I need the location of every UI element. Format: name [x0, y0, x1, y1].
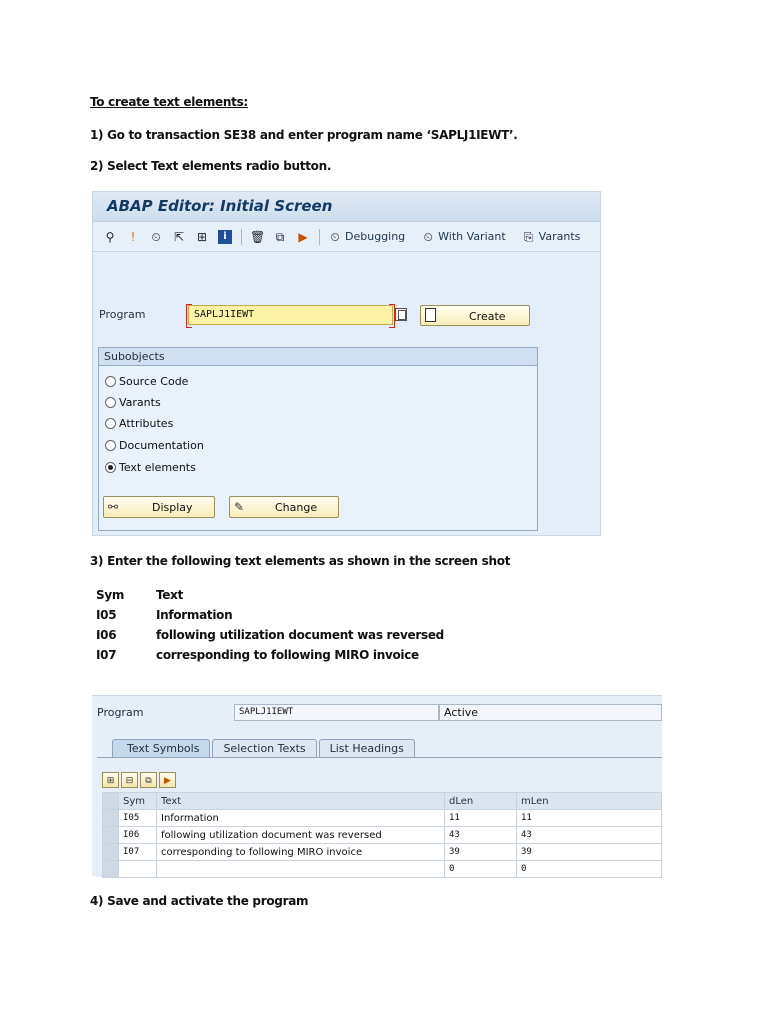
sym-header: Sym	[96, 588, 125, 602]
copy-row-icon[interactable]: ⧉	[140, 772, 157, 788]
radio-source-code[interactable]	[105, 375, 188, 388]
table-row[interactable]	[103, 827, 662, 844]
table-toolbar	[102, 772, 178, 788]
sym-cell[interactable]: I06	[119, 827, 157, 844]
table-row[interactable]	[103, 810, 662, 827]
editor-titlebar	[93, 192, 600, 222]
radio-label: Source Code	[119, 375, 189, 388]
page-heading: To create text elements:	[90, 95, 248, 109]
mlen-cell[interactable]: 11	[517, 810, 662, 827]
tab-list-headings[interactable]: List Headings	[319, 739, 415, 757]
display-label: Display	[152, 501, 193, 514]
with-variant-button[interactable]	[421, 230, 506, 244]
sym-cell[interactable]: I05	[119, 810, 157, 827]
text-cell[interactable]: Information	[157, 810, 445, 827]
toolbar-separator	[241, 229, 242, 245]
delete-icon[interactable]: 🗑	[250, 229, 266, 244]
where-used-icon[interactable]: ⚲	[105, 229, 115, 244]
mlen-cell[interactable]: 43	[517, 827, 662, 844]
status-field: Active	[439, 704, 662, 721]
mlen-cell[interactable]: 0	[517, 861, 662, 878]
tab-text-symbols[interactable]: Text Symbols	[112, 739, 210, 757]
list-item-sym: I05	[96, 608, 117, 622]
radio-icon[interactable]	[105, 440, 116, 451]
mlen-cell[interactable]: 39	[517, 844, 662, 861]
table-row[interactable]	[103, 861, 662, 878]
radio-variants[interactable]	[105, 396, 161, 409]
text-cell[interactable]: corresponding to following MIRO invoice	[157, 844, 445, 861]
rename-icon[interactable]: ▶	[298, 229, 308, 244]
change-label: Change	[275, 501, 318, 514]
editor-toolbar	[93, 222, 600, 252]
radio-label: Text elements	[119, 461, 196, 474]
new-document-icon	[425, 308, 436, 322]
text-header: Text	[156, 588, 184, 602]
step-1-text: 1) Go to transaction SE38 and enter program name ‘SAPLJ1IEWT’.	[90, 128, 518, 142]
row-selector[interactable]	[103, 844, 119, 861]
text-symbols-table	[102, 792, 662, 878]
radio-label: Attributes	[119, 417, 174, 430]
row-selector[interactable]	[103, 827, 119, 844]
sym-cell[interactable]	[119, 861, 157, 878]
tab-selection-texts[interactable]: Selection Texts	[212, 739, 316, 757]
list-item-sym: I07	[96, 648, 117, 662]
delete-row-icon[interactable]: ⊟	[121, 772, 138, 788]
list-item-text: following utilization document was reversed	[156, 628, 444, 642]
list-item-text: Information	[156, 608, 233, 622]
radio-icon[interactable]	[105, 418, 116, 429]
create-button[interactable]	[420, 305, 530, 326]
variants-button[interactable]	[522, 230, 581, 244]
variant-test-icon: ⏲	[423, 229, 433, 244]
program-field: SAPLJ1IEWT	[234, 704, 439, 721]
insert-row-icon[interactable]: ⊞	[102, 772, 119, 788]
abap-editor-screenshot	[92, 191, 601, 536]
dlen-cell[interactable]: 39	[445, 844, 517, 861]
help-icon[interactable]: i	[218, 230, 232, 244]
debugging-button[interactable]	[328, 230, 405, 244]
subobjects-title: Subobjects	[99, 348, 537, 366]
radio-selected-icon[interactable]	[105, 462, 116, 473]
dlen-cell[interactable]: 0	[445, 861, 517, 878]
program-label: Program	[97, 706, 144, 719]
debug-icon: ⏲	[330, 229, 340, 244]
subobjects-group	[98, 347, 538, 531]
column-header-dlen: dLen	[445, 793, 517, 810]
column-header-mlen: mLen	[517, 793, 662, 810]
select-all-cell[interactable]	[103, 793, 119, 810]
radio-icon[interactable]	[105, 376, 116, 387]
glasses-icon: ⚯	[108, 500, 119, 514]
text-cell[interactable]	[157, 861, 445, 878]
editor-title: ABAP Editor: Initial Screen	[107, 197, 333, 215]
copy-icon[interactable]: ⧉	[275, 229, 285, 244]
pencil-icon: ✎	[234, 500, 245, 514]
column-header-text: Text	[157, 793, 445, 810]
dlen-cell[interactable]: 11	[445, 810, 517, 827]
list-item-sym: I06	[96, 628, 117, 642]
text-cell[interactable]: following utilization document was reversed	[157, 827, 445, 844]
sym-cell[interactable]: I07	[119, 844, 157, 861]
object-list-icon[interactable]: ⊞	[196, 229, 208, 244]
compare-icon[interactable]: ▶	[159, 772, 176, 788]
program-label: Program	[99, 308, 146, 321]
variants-icon: ⎘	[523, 229, 534, 244]
row-selector[interactable]	[103, 861, 119, 878]
radio-label: Documentation	[119, 439, 204, 452]
variants-label: Varants	[538, 230, 581, 243]
dlen-cell[interactable]: 43	[445, 827, 517, 844]
display-button[interactable]	[103, 496, 215, 518]
radio-label: Varants	[119, 396, 161, 409]
change-button[interactable]	[229, 496, 339, 518]
create-label: Create	[469, 310, 506, 323]
step-4-text: 4) Save and activate the program	[90, 894, 309, 908]
with-variant-label: With Variant	[438, 230, 506, 243]
list-item-text: corresponding to following MIRO invoice	[156, 648, 419, 662]
row-selector[interactable]	[103, 810, 119, 827]
radio-documentation[interactable]	[105, 439, 204, 452]
radio-text-elements[interactable]	[105, 461, 196, 474]
toolbar-separator	[319, 229, 320, 245]
radio-icon[interactable]	[105, 397, 116, 408]
step-2-text: 2) Select Text elements radio button.	[90, 159, 332, 173]
test-icon[interactable]: ⏲	[151, 229, 161, 244]
table-row[interactable]	[103, 844, 662, 861]
tab-strip	[112, 739, 417, 757]
program-input[interactable]: SAPLJ1IEWT	[188, 305, 393, 325]
debugging-label: Debugging	[345, 230, 406, 243]
radio-attributes[interactable]	[105, 417, 173, 430]
text-symbols-screenshot	[92, 695, 662, 876]
display-object-icon[interactable]: ⇱	[173, 229, 185, 244]
column-header-sym: Sym	[119, 793, 157, 810]
step-3-text: 3) Enter the following text elements as shown in the screen shot	[90, 554, 511, 568]
info-icon[interactable]: ǃ	[131, 229, 135, 244]
value-help-icon[interactable]	[395, 308, 407, 321]
